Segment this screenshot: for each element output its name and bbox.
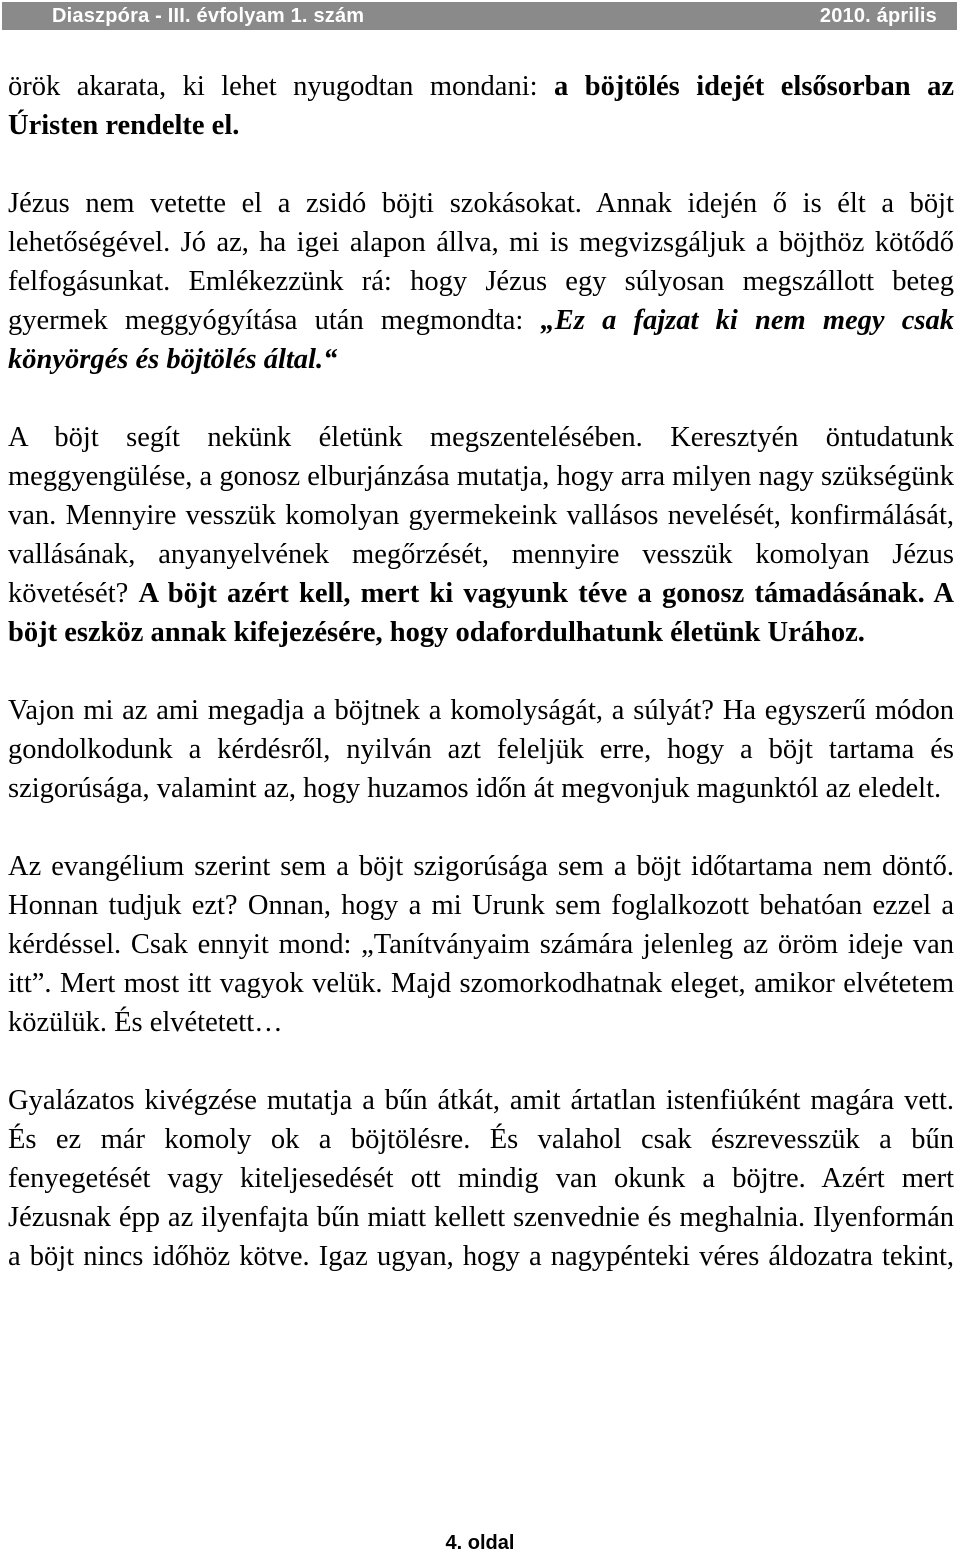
paragraph-3-text: A böjt segít nekünk életünk megszentelésében. Keresztyén öntudatunk meggyengülése, a gonosz elburjánzása mutatja, hogy arra milyen nagy szükségünk van. Mennyire vesszük komolyan gyermekeink vallásos nevelését, konfirmálását, vallásának, anyanyelvének megőrzését, mennyire vesszük komolyan Jézus követését?	[8, 422, 954, 609]
paragraph-2-text: Jézus nem vetette el a zsidó böjti szokásokat. Annak idején ő is élt a böjt lehetőségével. Jó az, ha igei alapon állva, mi is megvizsgáljuk a böjthöz kötődő felfogásunkat. Emlékezzünk rá: hogy Jézus egy súlyosan megszállott beteg gyermek meggyógyítása után megmondta:	[8, 188, 954, 336]
paragraph-2-quote: „Ez a fajzat ki nem megy csak könyörgés és böjtölés által.“	[8, 305, 954, 375]
header-publication: Diaszpóra - III. évfolyam 1. szám	[52, 4, 365, 27]
header-date: 2010. április	[819, 4, 937, 27]
paragraph-5: Az evangélium szerint sem a böjt szigorúsága sem a böjt időtartama nem döntő. Honnan tudjuk ezt? Onnan, hogy a mi Urunk sem foglalkozott behatóan ezzel a kérdéssel. Csak ennyit mond: „Tanítványaim számára jelenleg az öröm ideje van itt”. Mert most itt vagyok velük. Majd szomorkodhatnak eleget, amikor elvétetem közülük. És elvétetett…	[8, 851, 954, 1038]
article-body	[8, 67, 954, 1276]
paragraph-1	[8, 67, 954, 145]
paragraph-1-bold-text: a böjtölés idejét elsősorban az Úristen rendelte el.	[8, 71, 954, 141]
paragraph-4: Vajon mi az ami megadja a böjtnek a komolyságát, a súlyát? Ha egyszerű módon gondolkodunk a kérdésről, nyilván azt feleljük erre, hogy a böjt tartama és szigorúsága, valamint az, hogy huzamos időn át megvonjuk magunktól az eledelt.	[8, 695, 954, 804]
paragraph-3-bold-text: A böjt azért kell, mert ki vagyunk téve a gonosz támadásának. A böjt eszköz annak kifejezésére, hogy odafordulhatunk életünk Urához.	[8, 578, 955, 648]
paragraph-3	[8, 418, 954, 652]
paragraph-6: Gyalázatos kivégzése mutatja a bűn átkát, amit ártatlan istenfiúként magára vett. És ez már komoly ok a böjtölésre. És valahol csak észrevesszük a bűn fenyegetését vagy kiteljesedését ott mindig van okunk a böjtre. Azért mert Jézusnak épp az ilyenfajta bűn miatt kellett szenvednie és meghalnia. Ilyenformán a böjt nincs időhöz kötve. Igaz ugyan, hogy a nagypénteki véres áldozatra tekint,	[8, 1085, 954, 1272]
paragraph-1-text: örök akarata, ki lehet nyugodtan mondani:	[8, 71, 555, 102]
page-number: 4. oldal	[445, 1532, 515, 1554]
paragraph-2	[8, 184, 954, 379]
running-header	[2, 2, 957, 30]
